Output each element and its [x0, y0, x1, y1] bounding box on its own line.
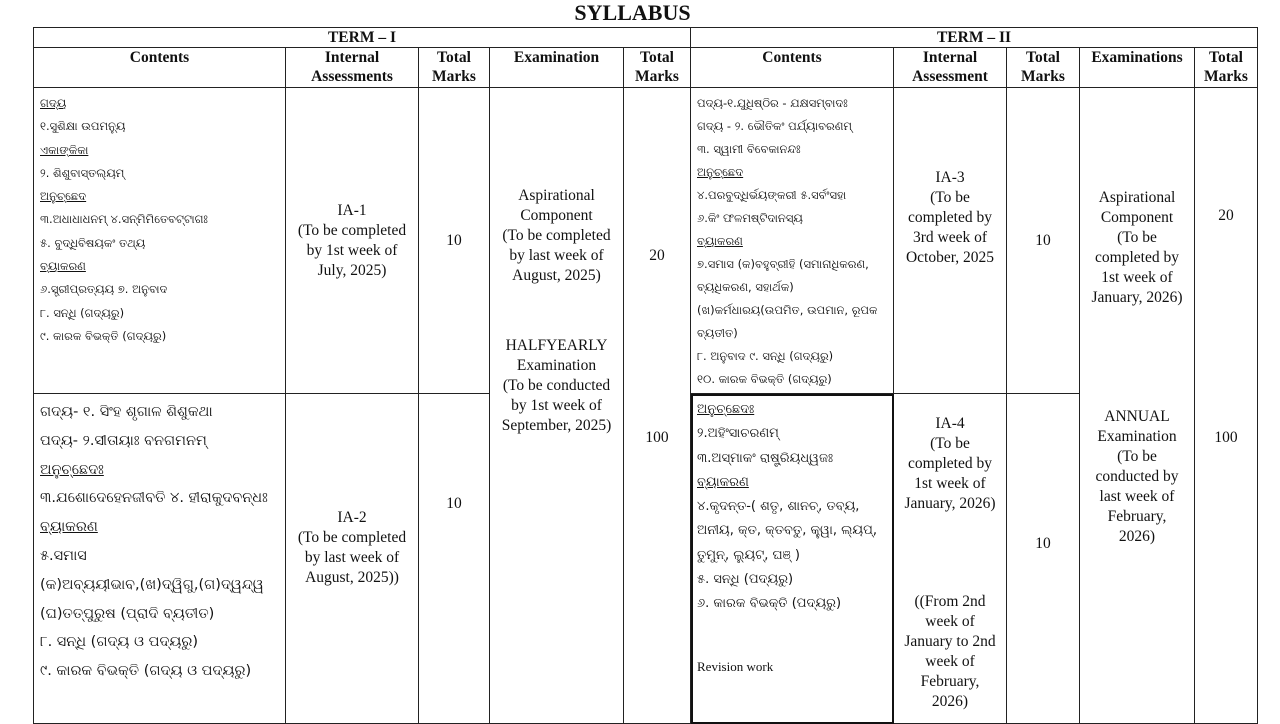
text-line: last week of — [1099, 488, 1175, 505]
syllabus-line: ୩.ଅଧାଧାଧନମ୍ ୪.ସନ୍ମିମିତେବଟ୍ଟାଗଃ — [40, 212, 208, 227]
header-t1-total-marks-1: Total Marks — [419, 48, 490, 88]
syllabus-line: ୧୦. କାରକ ବିଭକ୍ତି (ଗଦ୍ୟରୁ) — [697, 372, 832, 386]
syllabus-line: ୩.ଯଶୋଦେହେନଜୀବତି ୪. ହୀରାକୁଦବନ୍ଧଃ — [40, 490, 268, 507]
t2-exam-marks-cell — [1195, 88, 1258, 724]
text-line: by 1st week of — [306, 241, 398, 259]
syllabus-line: (କ)ଅବ୍ୟୟୀଭାବ,(ଖ)ଦ୍ୱିଗୁ,(ଗ)ଦ୍ୱନ୍ଦ୍ୱ — [40, 576, 264, 593]
text-line: HALFYEARLY — [505, 337, 608, 354]
text-line: January, 2026) — [1091, 289, 1183, 306]
t1-row1-contents — [34, 88, 286, 394]
text-line: week of — [925, 613, 975, 630]
t2-exam-annual — [1080, 407, 1194, 547]
page-title: SYLLABUS — [574, 0, 691, 25]
syllabus-line: ୯. କାରକ ବିଭକ୍ତି (ଗଦ୍ୟରୁ) — [40, 328, 167, 343]
syllabus-line: ପଦ୍ୟ-୧.ଯୁଧିଷ୍ଠିର - ଯକ୍ଷସମ୍ବାଦଃ — [697, 96, 848, 110]
t2-exam-marks-20: 20 — [1218, 207, 1234, 224]
syllabus-line: ୨. ଶିଶୁବାସ୍ତଲ୍ୟମ୍ — [40, 165, 125, 180]
text-line: completed by — [908, 455, 992, 472]
syllabus-line: ୫. ବୁଦ୍ଧିବିଷୟକଂ ତଥ୍ୟ — [40, 235, 146, 250]
syllabus-line: ଅନୁଚ୍ଛେଦଃ — [40, 461, 104, 478]
text-line: by last week of — [509, 247, 604, 264]
text-line: IA-3 — [935, 169, 965, 186]
term-1-heading: TERM – I — [34, 28, 691, 48]
text-line: (To be — [930, 435, 970, 452]
syllabus-line: ୮. ସନ୍ଧି (ଗଦ୍ୟରୁ) — [40, 305, 125, 320]
syllabus-line: ୨.ଅହିଂସାଚରଣମ୍ — [697, 426, 779, 442]
syllabus-line: ବ୍ୟାକରଣ — [40, 259, 86, 274]
t2-exam-cell — [1080, 88, 1195, 724]
syllabus-line: ୫.ସମାସ — [40, 547, 87, 564]
text-line: (To be conducted — [502, 377, 611, 394]
text-line: August, 2025)) — [305, 569, 399, 586]
syllabus-table — [33, 27, 1258, 724]
text-line: IA-4 — [935, 415, 965, 432]
t1-row2-ia — [286, 394, 419, 724]
syllabus-line: ଏକାଙ୍କିକା — [40, 142, 89, 157]
text-line: Component — [520, 207, 593, 224]
syllabus-line: ୬. କାରକ ବିଭକ୍ତି (ପଦ୍ୟରୁ) — [697, 596, 842, 612]
syllabus-line: (ଖ)କର୍ମଧାରୟ(ଉପମିତ, ଉପମାନ, ରୂପକ — [697, 303, 878, 317]
text-line: Examination — [516, 357, 597, 374]
t2-row2-ia-marks — [1007, 394, 1080, 724]
text-line: (To be completed — [502, 227, 611, 244]
syllabus-line: ୬.ସ୍ତ୍ରୀପ୍ରତ୍ୟୟ ୭. ଅନୁବାଦ — [40, 282, 168, 297]
text-line: Aspirational — [518, 187, 595, 204]
syllabus-line: ୮. ଅନୁବାଦ ୯. ସନ୍ଧି (ଗଦ୍ୟରୁ) — [697, 349, 834, 363]
text-line: (To be — [1117, 229, 1157, 246]
t1-exam-marks-20: 20 — [649, 247, 665, 264]
t2-row2-contents — [691, 394, 894, 724]
header-t1-examination: Examination — [490, 48, 624, 88]
header-t2-total-marks-2: Total Marks — [1195, 48, 1258, 88]
t1-row2-ia-text — [286, 508, 418, 588]
text-line: by last week of — [304, 549, 400, 566]
text-line: January to 2nd — [904, 633, 996, 650]
t2-row2-ia-marks-value: 10 — [1035, 535, 1051, 552]
header-t2-examinations: Examinations — [1080, 48, 1195, 88]
t2-row2-ia-text — [894, 414, 1006, 514]
text-line: Examination — [1097, 428, 1177, 445]
text-line: (To be — [930, 189, 970, 206]
syllabus-line: ୯. କାରକ ବିଭକ୍ତି (ଗଦ୍ୟ ଓ ପଦ୍ୟରୁ) — [40, 663, 252, 680]
t1-exam-halfyearly — [490, 336, 623, 436]
text-line: February, — [1107, 508, 1167, 525]
t1-row2-contents — [34, 394, 286, 724]
t1-exam-aspirational — [490, 186, 623, 286]
syllabus-line: ଅନୁଚ୍ଛେଦ — [697, 165, 744, 179]
text-line: July, 2025) — [317, 261, 387, 279]
header-t2-contents: Contents — [691, 48, 894, 88]
syllabus-line: ୫. ସନ୍ଧି (ପଦ୍ୟରୁ) — [697, 572, 794, 588]
t1-exam-cell — [490, 88, 624, 724]
syllabus-line: (ଘ)ତତ୍ପୁରୁଷ (ପ୍ରାଦି ବ୍ୟତୀତ) — [40, 605, 215, 622]
syllabus-line: ୭.ସମାସ (କ)ବହୁବ୍ରୀହି (ସମାନାଧିକରଣ, — [697, 257, 869, 271]
text-line: February, — [920, 673, 980, 690]
text-line: 2026) — [931, 693, 969, 710]
text-line: 2026) — [1118, 528, 1156, 545]
header-t1-contents: Contents — [34, 48, 286, 88]
t2-row1-contents — [691, 88, 894, 394]
header-t1-total-marks-2: Total Marks — [624, 48, 691, 88]
t1-exam-marks-100: 100 — [645, 429, 669, 446]
t2-row2-ia — [894, 394, 1007, 724]
syllabus-line: ବ୍ୟାକରଣ — [40, 519, 98, 536]
text-line: Component — [1100, 209, 1174, 226]
header-t1-internal: Internal Assessments — [286, 48, 419, 88]
syllabus-line: ଗଦ୍ୟ- ୧. ସିଂହ ଶୃଗାଳ ଶିଶୁକଥା — [40, 404, 213, 420]
text-line: IA-2 — [337, 509, 367, 526]
column-header-row — [34, 48, 1258, 88]
t1-row2-ia-marks-value: 10 — [446, 495, 462, 512]
syllabus-line: ୪.କୃଦନ୍ତ-( ଶତୃ, ଶାନଚ୍, ତବ୍ୟ, — [697, 499, 860, 515]
revision-work: Revision work — [697, 658, 774, 674]
text-line: (To be completed — [297, 529, 407, 546]
syllabus-row-1 — [34, 88, 1258, 394]
text-line: IA-1 — [337, 201, 367, 219]
t1-exam-marks-cell — [624, 88, 691, 724]
text-line: completed by — [908, 209, 992, 226]
text-line: week of — [925, 653, 975, 670]
text-line: October, 2025 — [905, 249, 995, 266]
text-line: by 1st week of — [511, 397, 602, 414]
t2-row1-ia-text — [894, 168, 1006, 268]
syllabus-line: ଅନୁଚ୍ଛେଦଃ — [697, 402, 755, 417]
t2-row2-contents-list — [697, 398, 889, 617]
text-line: (To be — [1117, 448, 1157, 465]
syllabus-line: ଅନୀୟ, କ୍ତ, କ୍ତବତୁ, କ୍ତ୍ୱା, ଲ୍ୟପ୍, — [697, 523, 877, 539]
text-line: 1st week of — [914, 475, 986, 492]
t2-row1-ia-marks: 10 — [1007, 88, 1080, 394]
text-line: Aspirational — [1098, 189, 1176, 206]
t1-row1-ia-marks: 10 — [419, 88, 490, 394]
syllabus-line: ବ୍ୟାକରଣ — [697, 234, 743, 248]
text-line: (To be completed — [297, 221, 407, 239]
text-line: August, 2025) — [512, 267, 601, 284]
syllabus-line: ପଦ୍ୟ- ୨.ସୀତାୟାଃ ବନଗମନମ୍ — [40, 432, 207, 449]
text-line: completed by — [1095, 249, 1179, 266]
t2-exam-aspirational — [1080, 188, 1194, 308]
syllabus-line: ୪.ପରବୁଦ୍ଧିର୍ଭୟଙ୍କରୀ ୫.ସର୍ବଂସହା — [697, 188, 847, 202]
t2-exam-marks-100: 100 — [1214, 429, 1238, 446]
syllabus-line: ୬.କିଂ ଫଳମଷ୍ଟିଦାନସ୍ୟ — [697, 211, 803, 225]
syllabus-line: ଗଦ୍ୟ — [40, 96, 67, 110]
t2-row2-ia-note — [894, 592, 1006, 712]
t1-row2-ia-marks — [419, 394, 490, 724]
text-line: ((From 2nd — [914, 593, 986, 610]
syllabus-line: ବ୍ୟଧିକରଣ, ସହାର୍ଥକ) — [697, 280, 794, 294]
text-line: conducted by — [1095, 468, 1179, 485]
syllabus-line: ବ୍ୟାକରଣ — [697, 474, 749, 490]
syllabus-line: ତୁମୁନ୍, ଲ୍ୟୁଟ୍, ଘଞ୍ ) — [697, 547, 800, 563]
text-line: 3rd week of — [912, 229, 988, 246]
syllabus-line: ୮. ସନ୍ଧି (ଗଦ୍ୟ ଓ ପଦ୍ୟରୁ) — [40, 634, 199, 651]
text-line: January, 2026) — [904, 495, 996, 512]
syllabus-line: ୧.ସୁଶିକ୍ଷା ଉପମନ୍ୟୁ — [40, 119, 126, 134]
header-t2-internal: Internal Assessment — [894, 48, 1007, 88]
text-line: 1st week of — [1101, 269, 1173, 286]
syllabus-line: ୩.ଅସ୍ମାକଂ ରାଷ୍ଟ୍ରିୟଧ୍ୱଜଃ — [697, 450, 834, 466]
syllabus-line: ୩. ସ୍ୱାମୀ ବିବେକାନନ୍ଦଃ — [697, 142, 801, 156]
syllabus-line: ଗଦ୍ୟ - ୨. ଭୌତିକଂ ପର୍ଯ୍ୟାବରଣମ୍ — [697, 119, 853, 133]
syllabus-line: ବ୍ୟତୀତ) — [697, 326, 738, 340]
text-line: September, 2025) — [501, 417, 612, 434]
text-line: ANNUAL — [1104, 408, 1170, 425]
t2-row1-ia — [894, 88, 1007, 394]
t1-row1-ia — [286, 88, 419, 394]
term-2-heading: TERM – II — [691, 28, 1258, 48]
header-t2-total-marks-1: Total Marks — [1007, 48, 1080, 88]
syllabus-line: ଅନୁଚ୍ଛେଦ — [40, 189, 87, 204]
